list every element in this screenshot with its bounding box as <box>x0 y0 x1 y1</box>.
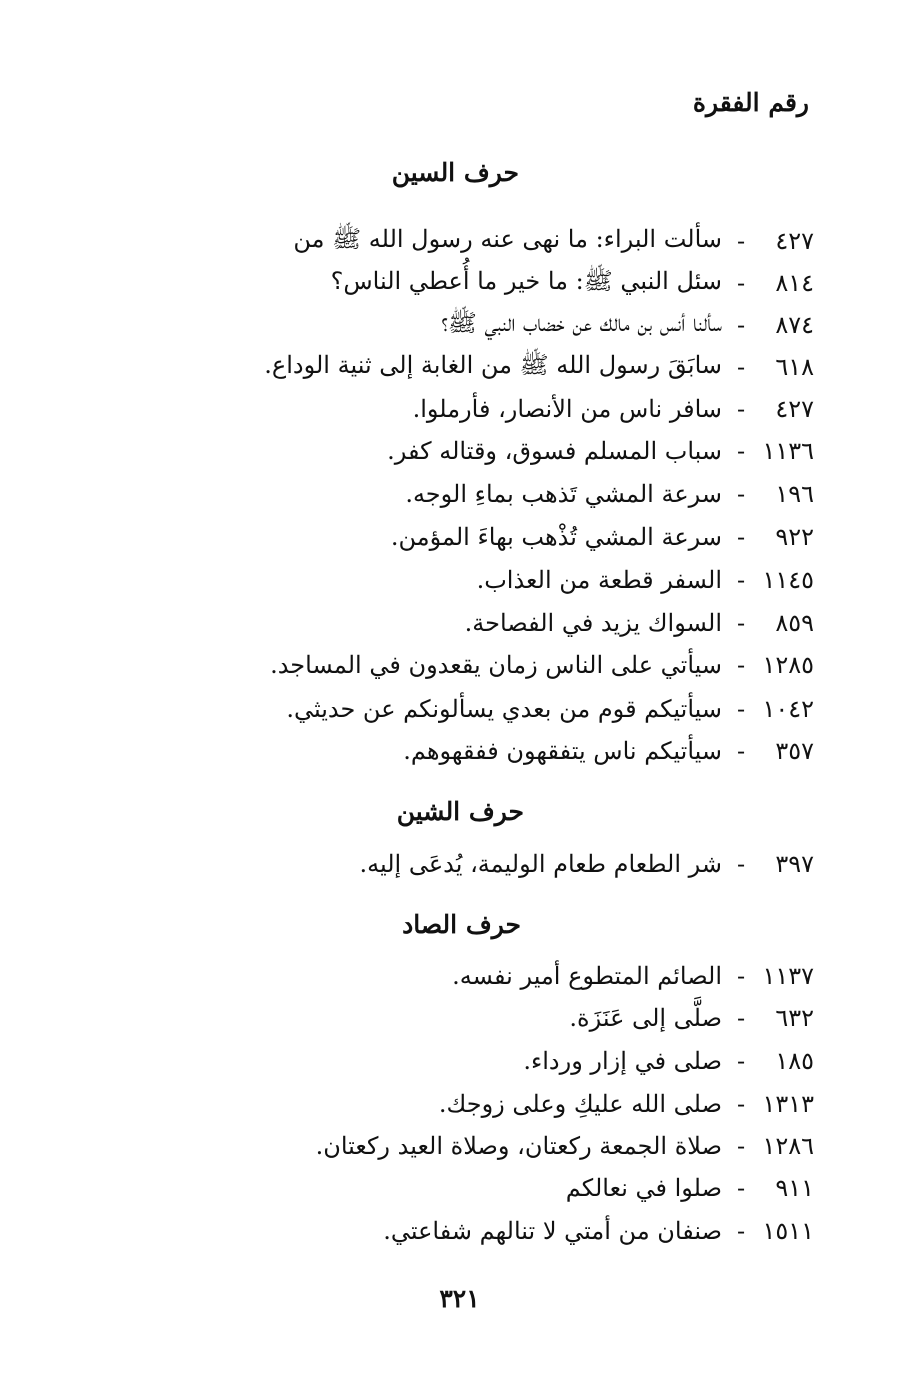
entry-number: ٤٢٧ <box>775 395 814 423</box>
entry-dash: - <box>736 1132 746 1160</box>
entry-text: سرعة المشي تَذهب بماءِ الوجه. <box>405 480 722 508</box>
entry-number: ١١٤٥ <box>762 566 814 594</box>
list-item <box>359 844 814 884</box>
entry-dash: - <box>736 737 746 765</box>
entry-text: صلى الله عليكِ وعلى زوجك. <box>438 1090 722 1118</box>
list-item <box>452 956 814 996</box>
entry-dash: - <box>736 566 746 594</box>
entry-text: سيأتيكم قوم من بعدي يسألونكم عن حديثي. <box>286 695 722 723</box>
list-item <box>403 731 814 771</box>
entry-dash: - <box>736 609 746 637</box>
list-item <box>477 560 814 600</box>
entry-text: صلوا في نعالكم <box>565 1174 722 1202</box>
list-item <box>569 998 814 1038</box>
list-item <box>383 1211 814 1251</box>
entry-text: شر الطعام طعام الوليمة، يُدعَى إليه. <box>359 850 722 878</box>
paragraph-number-label: رقم الفقرة <box>692 88 809 117</box>
list-item <box>405 474 814 514</box>
entry-text: السفر قطعة من العذاب. <box>476 566 722 594</box>
entry-number: ١٥١١ <box>762 1217 814 1245</box>
entry-dash: - <box>736 1090 746 1118</box>
entry-dash: - <box>736 480 746 508</box>
list-item <box>465 603 814 643</box>
entry-dash: - <box>736 651 746 679</box>
section-heading-seen: حرف السين <box>391 158 519 187</box>
entry-text: صنفان من أمتي لا تنالهم شفاعتي. <box>383 1217 722 1245</box>
entry-dash: - <box>736 1174 746 1202</box>
list-item <box>293 221 814 261</box>
list-item <box>316 1126 814 1166</box>
entry-dash: - <box>736 227 746 255</box>
entry-text: سألت البراء: ما نهى عنه رسول الله ﷺ من <box>293 224 722 253</box>
entry-dash: - <box>736 1217 746 1245</box>
entry-number: ٨١٤ <box>775 269 814 297</box>
entry-dash: - <box>736 523 746 551</box>
entry-number: ٣٩٧ <box>775 850 814 878</box>
list-item <box>441 305 814 345</box>
entry-dash: - <box>736 437 746 465</box>
entry-dash: - <box>736 395 746 423</box>
entry-number: ٨٥٩ <box>775 609 814 637</box>
entry-dash: - <box>736 1047 746 1075</box>
entry-text: الصائم المتطوع أمير نفسه. <box>452 962 722 990</box>
entry-number: ١٠٤٢ <box>762 695 814 723</box>
list-item <box>391 517 814 557</box>
entry-text: صلاة الجمعة ركعتان، وصلاة العيد ركعتان. <box>315 1132 722 1160</box>
list-item <box>523 1041 814 1081</box>
entry-number: ٦٣٢ <box>775 1004 814 1032</box>
list-item <box>387 431 814 471</box>
list-item <box>270 645 814 685</box>
entry-text: سيأتيكم ناس يتفقهون ففقهوهم. <box>403 737 722 765</box>
entry-number: ١١٣٦ <box>762 437 814 465</box>
entry-number: ١٢٨٦ <box>762 1132 814 1160</box>
entry-number: ٩١١ <box>775 1174 814 1202</box>
entry-number: ٤٢٧ <box>775 227 814 255</box>
entry-number: ٣٥٧ <box>775 737 814 765</box>
section-heading-sheen: حرف الشين <box>396 797 524 826</box>
entry-number: ١٨٥ <box>775 1047 814 1075</box>
entry-dash: - <box>736 695 746 723</box>
entry-text: صلى في إزار ورداء. <box>523 1047 722 1075</box>
entry-number: ١٩٦ <box>775 480 814 508</box>
list-item <box>331 263 814 303</box>
list-item <box>439 1084 814 1124</box>
entry-text: السواك يزيد في الفصاحة. <box>464 609 722 637</box>
entry-text: سباب المسلم فسوق، وقتاله كفر. <box>387 437 722 465</box>
entry-dash: - <box>736 850 746 878</box>
entry-dash: - <box>736 1004 746 1032</box>
entry-number: ٨٧٤ <box>775 311 814 339</box>
entry-number: ١١٣٧ <box>762 962 814 990</box>
section-heading-sad: حرف الصاد <box>402 910 521 939</box>
entry-text: سرعة المشي تُذْهب بهاءَ المؤمن. <box>390 523 722 551</box>
list-item <box>566 1168 814 1208</box>
entry-number: ١٢٨٥ <box>762 651 814 679</box>
entry-number: ١٣١٣ <box>762 1090 814 1118</box>
entry-text: سابَقَ رسول الله ﷺ من الغابة إلى ثنية الوداع. <box>264 350 722 379</box>
list-item <box>413 389 814 429</box>
entry-text: سألنا أنس بن مالك عن خضاب النبي ﷺ؟ <box>441 308 722 337</box>
entry-number: ٩٢٢ <box>775 523 814 551</box>
entry-text: سيأتي على الناس زمان يقعدون في المساجد. <box>270 651 722 679</box>
entry-text: سافر ناس من الأنصار، فأرملوا. <box>412 395 722 423</box>
entry-dash: - <box>736 269 746 297</box>
entry-text: سئل النبي ﷺ: ما خير ما أُعطي الناس؟ <box>330 266 722 295</box>
entry-dash: - <box>736 353 746 381</box>
entry-dash: - <box>736 311 746 339</box>
page-number: ٣٢١ <box>439 1284 480 1313</box>
entry-number: ٦١٨ <box>775 353 814 381</box>
entry-dash: - <box>736 962 746 990</box>
entry-text: صلَّى إلى عَنَزَة. <box>569 1004 722 1032</box>
list-item <box>264 347 814 387</box>
list-item <box>286 689 814 729</box>
